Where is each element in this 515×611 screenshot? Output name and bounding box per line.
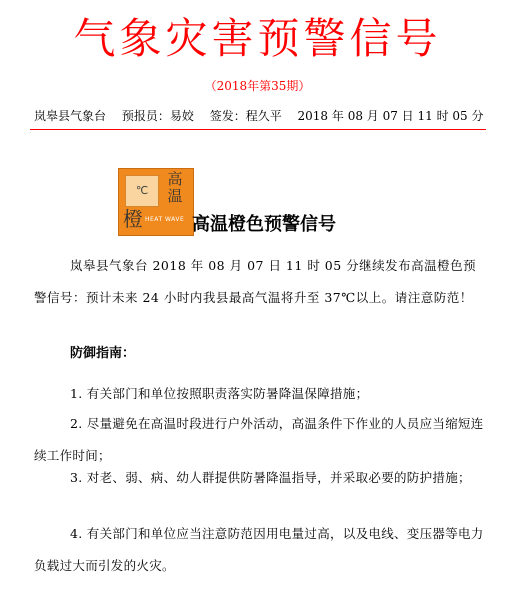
issue-datetime: 2018 年 08 月 07 日 11 时 05 分 (297, 109, 484, 123)
guide-item: 1. 有关部门和单位按照职责落实防暑降温保障措施； (70, 386, 369, 401)
icon-label-high-temp: 高温 (167, 170, 183, 205)
signal-title: 高温橙色预警信号 (192, 214, 336, 235)
issue-number: （2018年第35期） (204, 79, 311, 93)
guide-item: 2. 尽量避免在高温时段进行户外活动，高温条件下作业的人员应当缩短连续工作时间； (34, 416, 484, 463)
guide-item: 4. 有关部门和单位应当注意防范因用电量过高，以及电线、变压器等电力负载过大而引发的火灾。 (34, 526, 484, 573)
guide-item: 3. 对老、弱、病、幼人群提供防暑降温指导，并采取必要的防护措施； (70, 470, 471, 485)
document-title: 气象灾害预警信号 (73, 14, 442, 63)
forecaster: 预报员：易姣 (121, 109, 194, 123)
icon-label-orange: 橙 (123, 207, 143, 231)
issuer-line (34, 107, 484, 125)
header-divider (30, 129, 486, 130)
warning-body: 岚皋县气象台 2018 年 08 月 07 日 11 时 05 分继续发布高温橙色预警信号：预计未来 24 小时内我县最高气温将升至 37℃以上。请注意防范！ (34, 258, 477, 305)
signer: 签发：程久平 (209, 109, 282, 123)
heat-wave-orange-icon (118, 168, 194, 236)
icon-heat-wave-text: HEAT WAVE (145, 216, 185, 223)
guide-heading: 防御指南： (70, 346, 136, 361)
thermometer-icon: ℃ (125, 175, 159, 207)
station-name: 岚皋县气象台 (34, 109, 107, 123)
